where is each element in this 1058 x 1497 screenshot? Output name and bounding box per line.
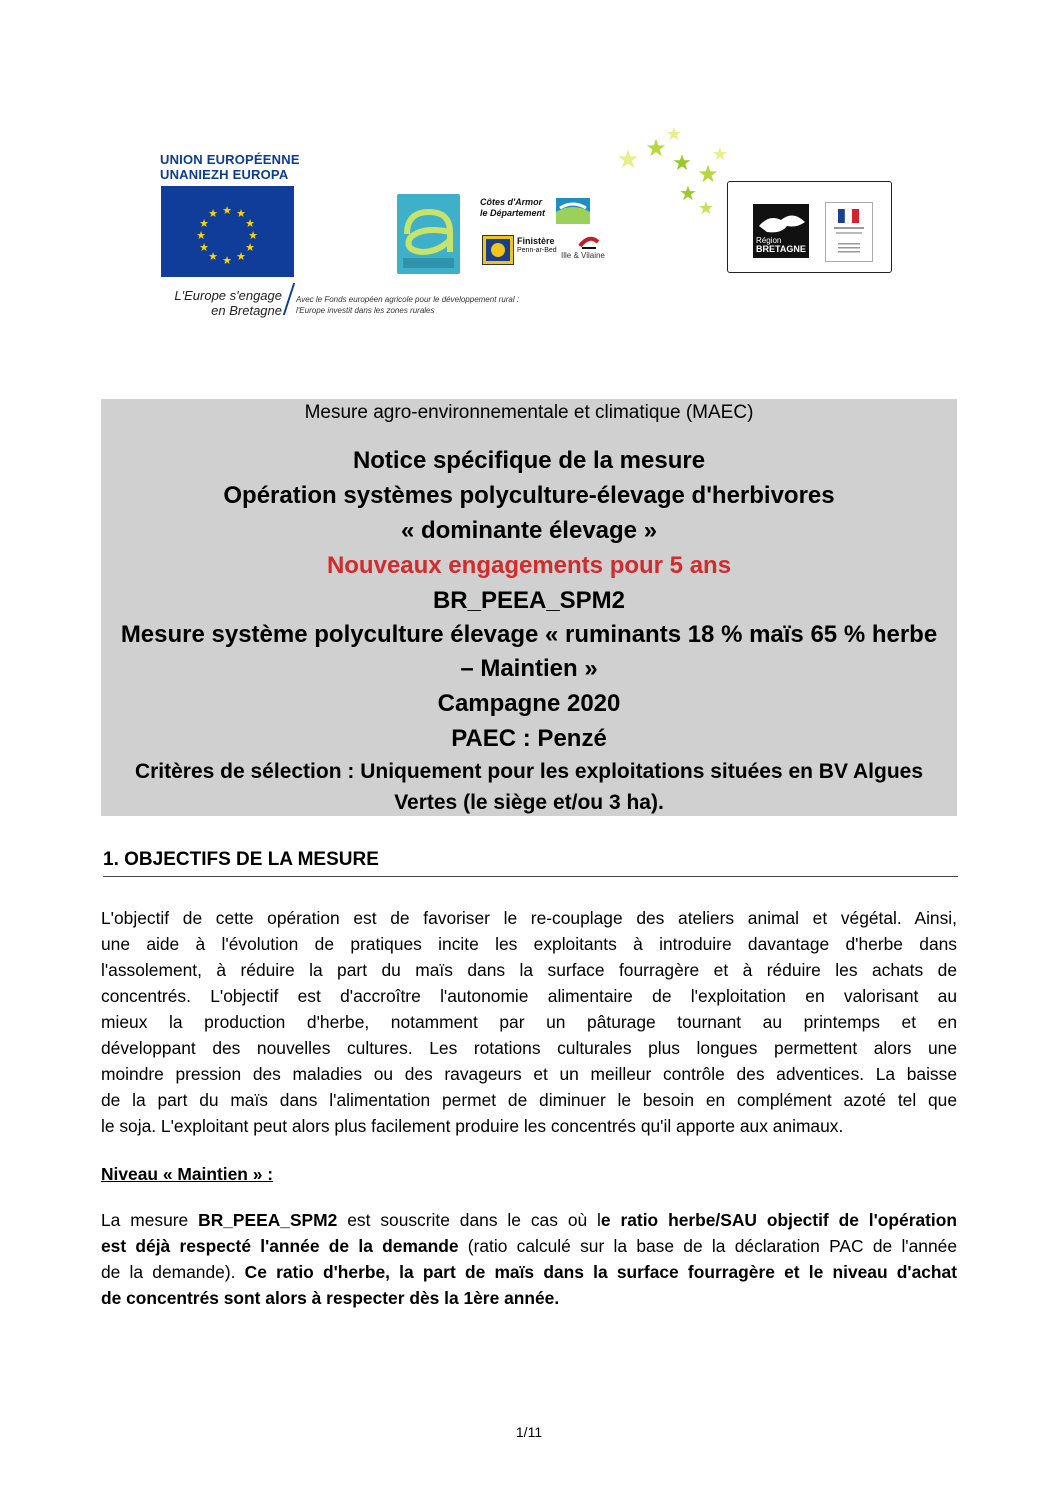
svg-text:★: ★	[208, 250, 218, 263]
header-campaign: Campagne 2020	[437, 690, 621, 717]
agence-eau-logo-icon	[397, 194, 460, 274]
header-criteria-line1: Critères de sélection : Uniquement pour les exploitations situées en BV Algues	[134, 760, 924, 783]
eu-fund-line2: l'Europe investit dans les zones rurales	[296, 306, 435, 315]
objectives-line: une aide à l'évolution de pratiques incite les exploitants à introduire davantage d'herbe dans	[101, 934, 957, 954]
objectives-line: le soja. L'exploitant peut alors plus facilement produire les concentrés qu'il apporte aux animaux.	[101, 1116, 844, 1136]
svg-text:★: ★	[245, 217, 255, 230]
eu-title-line1: UNION EUROPÉENNE	[160, 152, 300, 167]
eu-slogan-line1: L'Europe s'engage	[174, 288, 282, 303]
svg-text:★: ★	[616, 145, 640, 175]
cotes-armor-line2: le Département	[480, 208, 546, 218]
level-line-3	[101, 1259, 957, 1285]
cotes-armor-mark-icon	[556, 198, 590, 224]
level-line-1	[101, 1207, 957, 1233]
eu-title-line2: UNANIEZH EUROPA	[160, 167, 289, 182]
objectives-line: concentrés. L'objectif est d'accroître l'autonomie alimentaire de l'exploitation en valorisant au	[101, 986, 957, 1006]
cotes-armor-line1: Côtes d'Armor	[480, 197, 543, 207]
objectives-line: mieux la production d'herbe, notamment par un pâturage tournant au printemps et en	[101, 1012, 957, 1032]
cotes-armor-logo	[480, 197, 545, 219]
measure-header-box	[101, 399, 957, 816]
section-divider	[103, 876, 958, 877]
svg-text:★: ★	[236, 207, 246, 220]
svg-text:★: ★	[697, 198, 715, 216]
eu-fund-line1: Avec le Fonds européen agricole pour le développement rural :	[296, 295, 520, 304]
svg-text:★: ★	[672, 151, 692, 176]
level-line-2	[101, 1233, 957, 1259]
objectives-line: développant des nouvelles cultures. Les rotations culturales plus longues permettent alors une	[101, 1038, 957, 1058]
objectives-line: moindre pression des maladies ou des ravageurs et un meilleur contrôle des adventices. La baisse	[101, 1064, 957, 1084]
stars-decoration-icon	[608, 126, 738, 216]
level-line-4	[101, 1285, 957, 1311]
svg-text:★: ★	[665, 126, 683, 145]
objectives-paragraph	[101, 905, 957, 1139]
level-requirement: Ce ratio d'herbe, la part de maïs dans la surface fourragère et le niveau d'achat	[244, 1262, 957, 1282]
eu-slogan	[162, 288, 282, 318]
svg-text:★: ★	[711, 144, 729, 165]
svg-text:★: ★	[236, 250, 246, 263]
region-label: Région	[756, 236, 782, 245]
svg-text:★: ★	[199, 241, 209, 254]
svg-text:★: ★	[222, 204, 232, 217]
level-ratio: e ratio herbe/SAU objectif de l'opération	[600, 1210, 958, 1230]
header-subtitle: Mesure agro-environnementale et climatique (MAEC)	[304, 402, 754, 423]
finistere-logo	[517, 236, 557, 256]
level-text: de la demande).	[101, 1262, 245, 1282]
svg-text:★: ★	[208, 207, 218, 220]
section-title-objectifs: 1. OBJECTIFS DE LA MESURE	[103, 849, 379, 870]
level-requirement-end: de concentrés sont alors à respecter dès la 1ère année.	[101, 1288, 560, 1308]
eu-fund-text	[296, 294, 519, 316]
level-respected: est déjà respecté l'année de la demande	[101, 1236, 459, 1256]
finistere-line1: Finistère	[517, 236, 555, 246]
objectives-line: de la part du maïs dans l'alimentation permet de diminuer le besoin en complément azoté tel que	[101, 1090, 957, 1110]
svg-text:★: ★	[679, 181, 697, 205]
objectives-line: l'assolement, à réduire la part du maïs dans la surface fourragère et à réduire les achats de	[101, 960, 957, 980]
svg-text:★: ★	[222, 254, 232, 267]
eu-flag-icon	[161, 186, 294, 277]
finistere-crest-icon	[482, 235, 514, 265]
header-criteria-line2: Vertes (le siège et/ou 3 ha).	[394, 791, 664, 814]
ille-vilaine-mark-icon	[578, 236, 600, 250]
eu-logo-title	[160, 152, 300, 182]
header-maintien: – Maintien »	[460, 655, 598, 682]
svg-text:★: ★	[199, 217, 209, 230]
svg-text:★: ★	[645, 134, 667, 162]
svg-text:★: ★	[245, 241, 255, 254]
level-text: (ratio calculé sur la base de la déclaration PAC de l'année	[458, 1236, 957, 1256]
objectives-line: L'objectif de cette opération est de favoriser le re-couplage des ateliers animal et végétal. Ainsi,	[101, 908, 957, 928]
finistere-line2: Penn-ar-Bed	[517, 247, 557, 254]
header-dominante: « dominante élevage »	[400, 517, 658, 544]
svg-text:★: ★	[697, 160, 719, 188]
prefet-region-logo-icon	[825, 202, 873, 262]
bretagne-label: BRETAGNE	[756, 244, 806, 254]
page-number: 1/11	[515, 1424, 543, 1440]
region-bretagne-text	[756, 236, 806, 254]
svg-text:★: ★	[248, 229, 258, 242]
eu-slash-divider	[283, 283, 295, 315]
level-code: BR_PEEA_SPM2	[198, 1210, 338, 1230]
header-paec: PAEC : Penzé	[451, 725, 607, 752]
level-text: La mesure	[101, 1210, 199, 1230]
level-maintien-title: Niveau « Maintien » :	[101, 1164, 274, 1184]
header-measure-system: Mesure système polyculture élevage « ruminants 18 % maïs 65 % herbe	[120, 621, 938, 648]
svg-text:★: ★	[196, 229, 206, 242]
header-operation-title: Opération systèmes polyculture-élevage d'herbivores	[223, 482, 835, 509]
ille-vilaine-logo: Ille & Vilaine	[561, 251, 605, 260]
level-maintien-paragraph	[101, 1207, 957, 1311]
header-measure-code: BR_PEEA_SPM2	[432, 587, 626, 614]
header-notice-title: Notice spécifique de la mesure	[352, 447, 706, 474]
eu-slogan-line2: en Bretagne	[211, 303, 282, 318]
level-text: est souscrite dans le cas où l	[337, 1210, 601, 1230]
header-new-commitments: Nouveaux engagements pour 5 ans	[326, 552, 732, 579]
